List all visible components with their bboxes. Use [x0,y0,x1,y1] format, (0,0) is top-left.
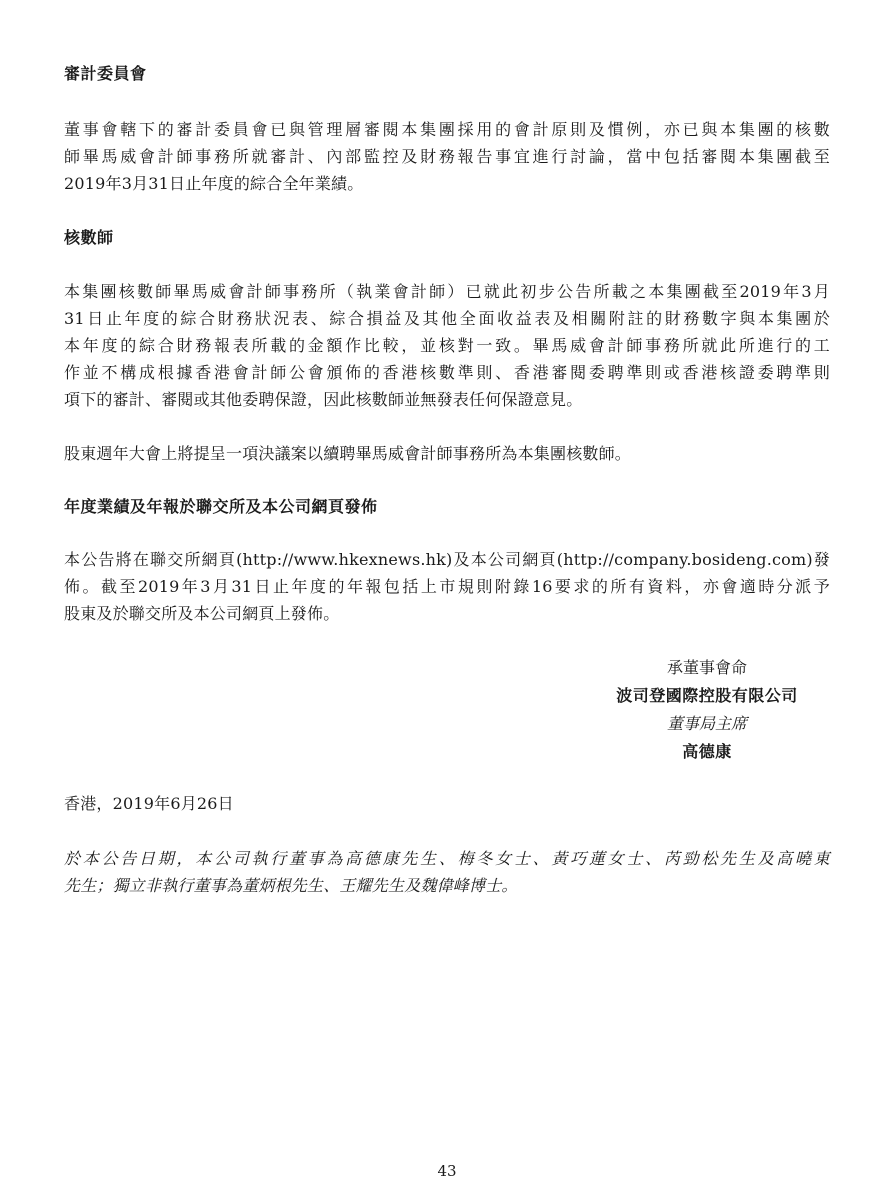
publication-heading: 年度業績及年報於聯交所及本公司網頁發佈 [64,497,378,516]
paragraph-line: 項下的審計、審閱或其他委聘保證，因此核數師並無發表任何保證意見。 [64,390,583,409]
audit-committee-paragraph [64,116,830,197]
paragraph-line: 本集團核數師畢馬威會計師事務所（執業會計師）已就此初步公告所載之本集團截至2019年3月 [64,282,830,301]
paragraph-line: 先生；獨立非執行董事為董炳根先生、王耀先生及魏偉峰博士。 [64,876,518,895]
paragraph-line: 31日止年度的綜合財務狀況表、綜合損益及其他全面收益表及相關附註的財務數字與本集團於 [64,309,830,328]
signatory-name: 高德康 [682,742,732,761]
publication-paragraph [64,546,830,627]
paragraph-line: 2019年3月31日止年度的綜合全年業績。 [64,174,364,193]
by-order-text: 承董事會命 [666,658,747,677]
auditor-paragraph-2 [64,440,830,467]
company-name: 波司登國際控股有限公司 [616,686,798,705]
page-number: 43 [437,1162,457,1180]
place-date-text: 香港，2019年6月26日 [64,794,234,813]
signatory-role: 董事局主席 [666,714,747,733]
paragraph-line: 股東週年大會上將提呈一項決議案以續聘畢馬威會計師事務所為本集團核數師。 [64,444,632,463]
paragraph-line: 作並不構成根據香港會計師公會頒佈的香港核數準則、香港審閱委聘準則或香港核證委聘準則 [64,363,830,382]
auditor-paragraph-1 [64,278,830,413]
auditor-heading: 核數師 [64,228,114,247]
document-page [64,0,830,1191]
paragraph-line: 師畢馬威會計師事務所就審計、內部監控及財務報告事宜進行討論，當中包括審閱本集團截至 [64,147,830,166]
signature-block [584,654,830,766]
place-date [64,790,830,817]
paragraph-line: 本公告將在聯交所網頁(http://www.hkexnews.hk)及本公司網頁(http://company.bosideng.com)發 [64,550,830,569]
audit-committee-heading: 審計委員會 [64,64,147,83]
paragraph-line: 於本公告日期，本公司執行董事為高德康先生、梅冬女士、黃巧蓮女士、芮勁松先生及高曉東 [64,849,830,868]
paragraph-line: 佈。截至2019年3月31日止年度的年報包括上市規則附錄16要求的所有資料，亦會適時分派予 [64,577,830,596]
paragraph-line: 董事會轄下的審計委員會已與管理層審閱本集團採用的會計原則及慣例，亦已與本集團的核數 [64,120,830,139]
paragraph-line: 股東及於聯交所及本公司網頁上發佈。 [64,604,340,623]
directors-statement [64,845,830,899]
paragraph-line: 本年度的綜合財務報表所載的金額作比較，並核對一致。畢馬威會計師事務所就此所進行的工 [64,336,830,355]
